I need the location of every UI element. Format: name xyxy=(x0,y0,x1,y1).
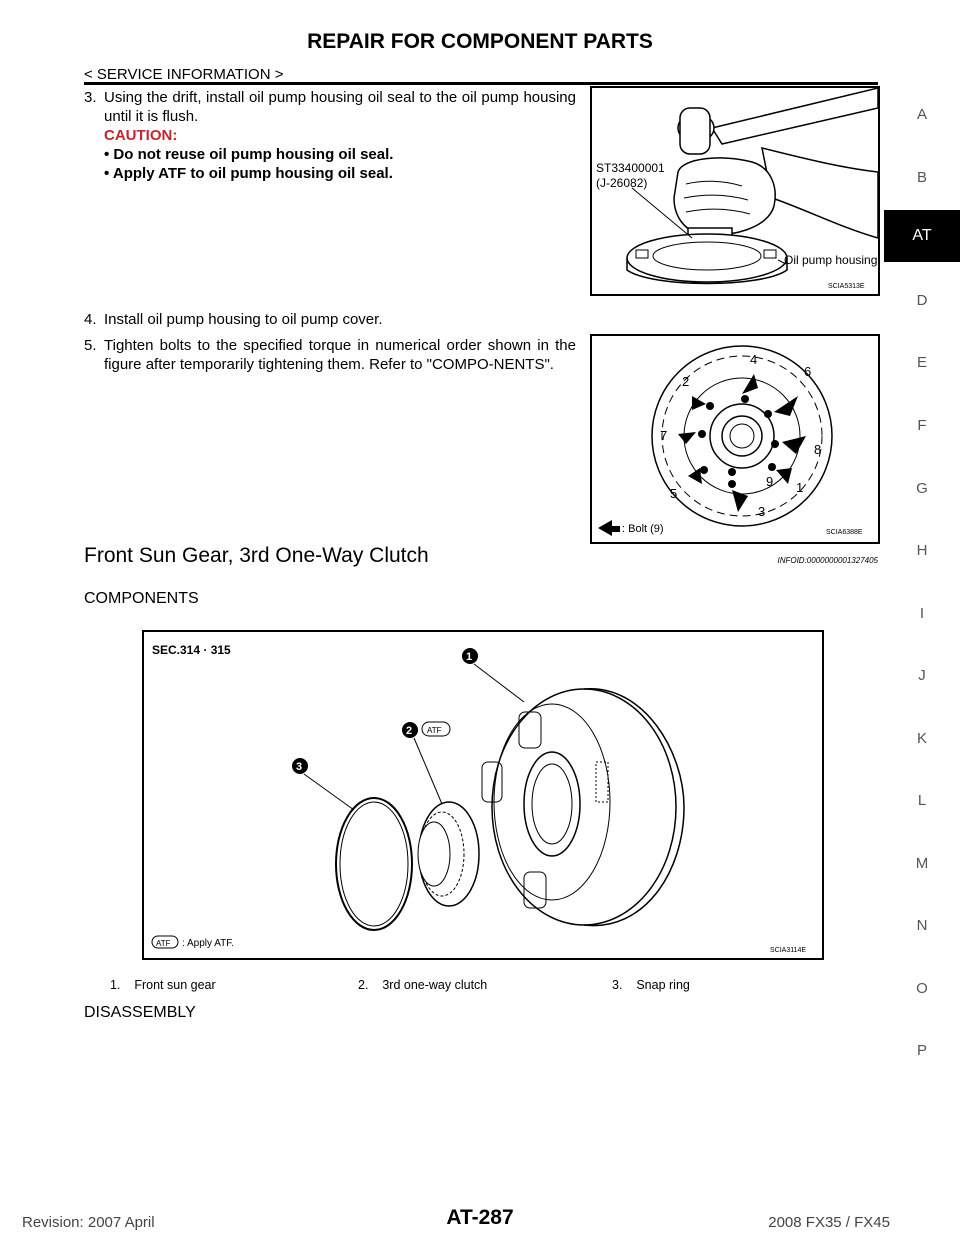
legend-item-3-num: 3. xyxy=(612,978,623,992)
side-tab-e[interactable]: E xyxy=(916,354,927,371)
side-tab-l[interactable]: L xyxy=(917,792,927,809)
side-tab-n[interactable]: N xyxy=(916,917,928,934)
figure1-code: SCIA5313E xyxy=(828,283,865,290)
tool-part-number: ST33400001 xyxy=(596,161,665,175)
sec-label: SEC.314 · 315 xyxy=(152,643,231,657)
side-tab-h[interactable]: H xyxy=(916,542,928,559)
side-tab-o[interactable]: O xyxy=(916,980,928,997)
figure-bolt-order xyxy=(590,334,880,544)
atf-legend: : Apply ATF. xyxy=(182,938,235,949)
atf-tag: ATF xyxy=(427,726,442,735)
page-title: REPAIR FOR COMPONENT PARTS xyxy=(307,30,653,53)
subsection-title: Front Sun Gear, 3rd One-Way Clutch xyxy=(84,544,429,567)
bolt-number-1: 1 xyxy=(796,480,804,495)
side-tab-f[interactable]: F xyxy=(917,417,927,434)
side-tab-d[interactable]: D xyxy=(916,292,928,309)
side-tab-g[interactable]: G xyxy=(916,480,928,497)
side-tab-i[interactable]: I xyxy=(919,605,925,622)
legend-item-3-label: Snap ring xyxy=(636,978,690,992)
legend-item-2 xyxy=(358,978,487,992)
side-tab-at-label: AT xyxy=(912,227,932,244)
legend-item-3 xyxy=(612,978,690,992)
side-tab-k[interactable]: K xyxy=(916,730,927,747)
caution-item-2: • Apply ATF to oil pump housing oil seal. xyxy=(104,165,393,182)
bolt-number-4: 4 xyxy=(750,352,758,367)
tool-alt-number: (J-26082) xyxy=(596,176,648,190)
step-4 xyxy=(84,310,576,329)
legend-item-1 xyxy=(110,978,216,992)
components-heading: COMPONENTS xyxy=(84,590,199,607)
bolt-order-drawing xyxy=(592,336,878,542)
figure-oil-seal-install xyxy=(590,86,880,296)
disassembly-heading: DISASSEMBLY xyxy=(84,1004,196,1021)
side-tab-at-active[interactable] xyxy=(884,210,960,262)
caution-item-1: • Do not reuse oil pump housing oil seal. xyxy=(104,146,394,163)
bolt-arrow-legend-icon xyxy=(598,520,620,536)
footer-model: 2008 FX35 / FX45 xyxy=(768,1214,890,1231)
legend-item-1-label: Front sun gear xyxy=(134,978,216,992)
oil-pump-housing-label: Oil pump housing xyxy=(784,253,878,267)
side-tab-m[interactable]: M xyxy=(915,855,929,872)
side-tab-j[interactable]: J xyxy=(918,667,926,684)
legend-item-2-num: 2. xyxy=(358,978,369,992)
callout-1: 1 xyxy=(466,651,473,663)
atf-legend-tag: ATF xyxy=(156,939,171,948)
legend-item-1-num: 1. xyxy=(110,978,121,992)
figure3-code: SCIA3114E xyxy=(770,947,807,954)
step-3 xyxy=(84,88,576,183)
step-4-text: Install oil pump housing to oil pump cover. xyxy=(104,311,383,328)
side-tab-a[interactable]: A xyxy=(916,106,927,123)
bolt-number-8: 8 xyxy=(814,442,822,457)
step-3-text: Using the drift, install oil pump housing oil seal to the oil pump housing until it is flush. xyxy=(104,89,576,125)
step-3-number: 3. xyxy=(84,89,97,106)
oil-seal-install-drawing xyxy=(592,88,878,294)
bolt-number-7: 7 xyxy=(660,428,668,443)
info-id: INFOID:0000000001327405 xyxy=(777,556,878,565)
step-5 xyxy=(84,336,576,374)
components-drawing xyxy=(144,632,822,958)
figure2-code: SCIA6388E xyxy=(826,529,863,536)
footer-revision: Revision: 2007 April xyxy=(22,1214,155,1231)
side-tab-p[interactable]: P xyxy=(916,1042,927,1059)
bolt-number-2: 2 xyxy=(682,374,690,389)
header-rule xyxy=(84,82,878,85)
bolt-number-5: 5 xyxy=(670,486,678,501)
step-5-text: Tighten bolts to the specified torque in numerical order shown in the figure after temporarily tightening them. Refer to "COMPO-NENTS". xyxy=(104,337,576,373)
legend-item-2-label: 3rd one-way clutch xyxy=(382,978,488,992)
step-4-number: 4. xyxy=(84,311,97,328)
callout-3: 3 xyxy=(296,761,303,773)
bolt-number-6: 6 xyxy=(804,364,812,379)
caution-item-2-text: Apply ATF to oil pump housing oil seal. xyxy=(112,165,393,182)
caution-label: CAUTION: xyxy=(104,127,178,144)
bolt-number-9: 9 xyxy=(766,474,774,489)
bolt-legend: : Bolt (9) xyxy=(622,523,664,535)
footer-page-number: AT-287 xyxy=(446,1206,514,1229)
callout-2: 2 xyxy=(406,725,413,737)
section-label: < SERVICE INFORMATION > xyxy=(84,66,284,83)
bolt-number-3: 3 xyxy=(758,504,766,519)
side-tab-b[interactable]: B xyxy=(916,169,927,186)
step-5-number: 5. xyxy=(84,337,97,354)
figure-components xyxy=(142,630,824,960)
caution-item-1-text: Do not reuse oil pump housing oil seal. xyxy=(113,146,394,163)
